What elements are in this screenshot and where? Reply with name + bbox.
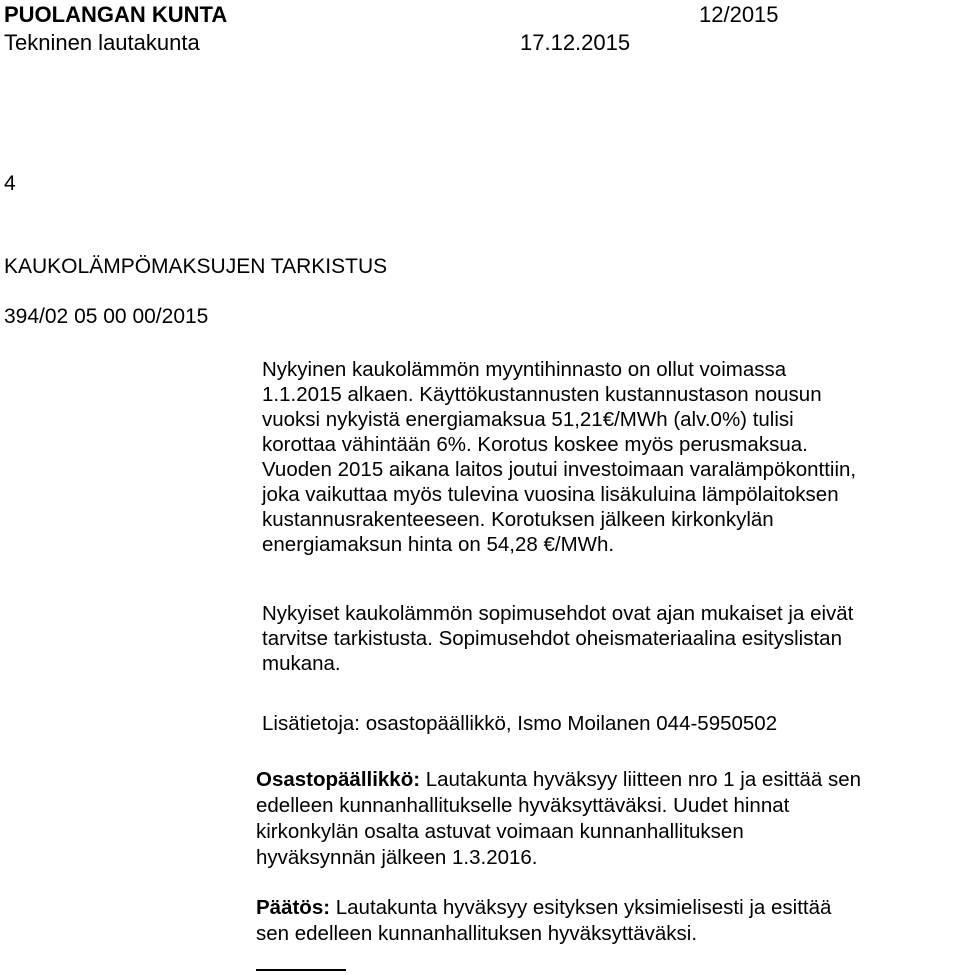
decision-label: Päätös: xyxy=(256,896,331,919)
body-line: korottaa vähintään 6%. Korotus koskee myös perusmaksua. xyxy=(262,433,808,456)
body-line: kustannusrakenteeseen. Korotuksen jälkeen kirkonkylän xyxy=(262,508,774,531)
proposal-line: edelleen kunnanhallitukselle hyväksyttäväksi. Uudet hinnat xyxy=(256,794,790,817)
item-number: 4 xyxy=(4,172,16,195)
body-line: joka vaikuttaa myös tulevina vuosina lisäkuluina lämpölaitoksen xyxy=(262,483,839,506)
proposal-line: kirkonkylän osalta astuvat voimaan kunnanhallituksen xyxy=(256,820,744,843)
board-name: Tekninen lautakunta xyxy=(4,30,200,55)
proposal-first-line xyxy=(256,767,956,793)
issue-number: 12/2015 xyxy=(699,2,779,27)
item-title: KAUKOLÄMPÖMAKSUJEN TARKISTUS xyxy=(4,255,388,278)
municipality-name: PUOLANGAN KUNTA xyxy=(4,2,228,27)
proposal-label: Osastopäällikkö: xyxy=(256,768,421,791)
body-line: 1.1.2015 alkaen. Käyttökustannusten kustannustason nousun xyxy=(262,383,822,406)
body-paragraph-2 xyxy=(262,601,952,676)
meeting-date: 17.12.2015 xyxy=(520,30,631,55)
decision-line: sen edelleen kunnanhallituksen hyväksyttäväksi. xyxy=(256,922,698,945)
body-line: Vuoden 2015 aikana laitos joutui investoimaan varalämpökonttiin, xyxy=(262,458,857,481)
decision-first-line xyxy=(256,895,956,921)
body-paragraph-1 xyxy=(262,357,952,557)
proposal-line: hyväksynnän jälkeen 1.3.2016. xyxy=(256,846,538,869)
decision-first-line-text: Lautakunta hyväksyy esityksen yksimielisesti ja esittää xyxy=(330,896,832,919)
body-line: energiamaksun hinta on 54,28 €/MWh. xyxy=(262,533,615,556)
body-line: vuoksi nykyistä energiamaksua 51,21€/MWh (alv.0%) tulisi xyxy=(262,408,794,431)
body-line: Nykyinen kaukolämmön myyntihinnasto on ollut voimassa xyxy=(262,358,787,381)
contact-info xyxy=(262,711,952,736)
decision xyxy=(256,895,956,947)
signature-rule xyxy=(256,969,346,971)
department-head-proposal xyxy=(256,767,956,871)
contact-info-text: Lisätietoja: osastopäällikkö, Ismo Moilanen 044-5950502 xyxy=(262,712,778,735)
item-reference: 394/02 05 00 00/2015 xyxy=(4,305,209,328)
body-line: mukana. xyxy=(262,652,341,675)
body-line: tarvitse tarkistusta. Sopimusehdot oheismateriaalina esityslistan xyxy=(262,627,842,650)
proposal-first-line-text: Lautakunta hyväksyy liitteen nro 1 ja esittää sen xyxy=(420,768,862,791)
body-line: Nykyiset kaukolämmön sopimusehdot ovat ajan mukaiset ja eivät xyxy=(262,602,854,625)
